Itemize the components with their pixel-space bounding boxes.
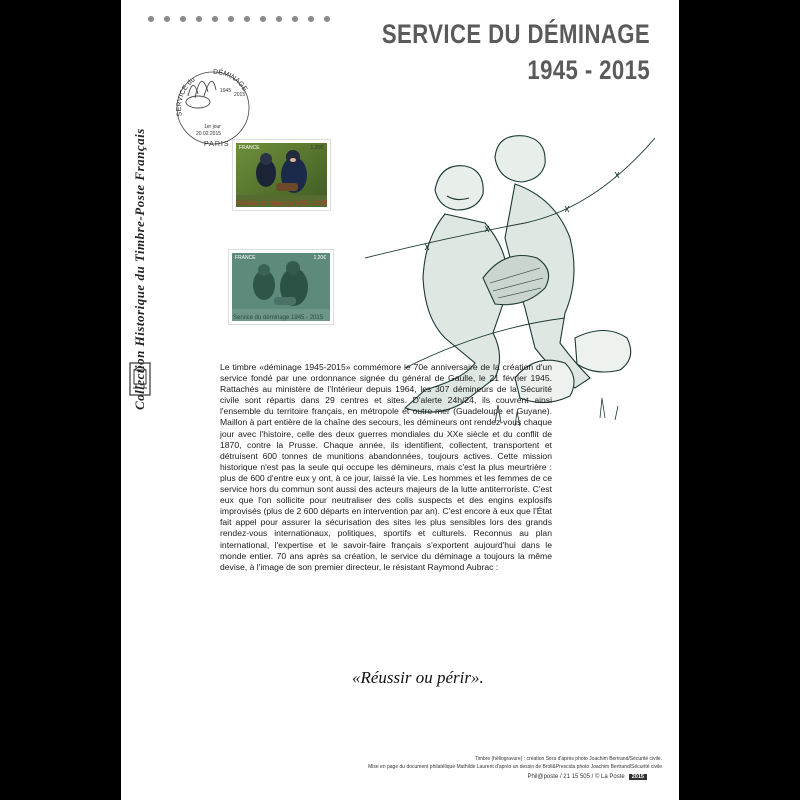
stamp-mono-country: FRANCE [235,255,256,261]
credits-line-1: Timbre (héliogravure) : création Sera d'après photo Joachim Bertrand/Sécurité civile. [474,756,662,762]
deminers-photo-icon [236,143,327,207]
first-day-postmark [168,56,258,150]
dot [148,16,154,22]
dot [260,16,266,22]
postmark-city: PARIS [204,141,230,148]
dot [212,16,218,22]
credits [368,755,662,771]
credits-line-2: Mise en page du document philatélique Mathilde Laurent d'après un dessin de Broll&Prescida photo Joachim Bertrand/Sécurité civile [368,764,662,770]
stamp-color-caption: Service du déminage 1945 - 2015 [237,201,328,207]
postmark-first-day: 1er jour [204,124,221,130]
dot [164,16,170,22]
decorative-dots [148,16,330,22]
stamp-color-picture [236,143,327,207]
postmark-year-right: 2015 [234,92,246,98]
title-line-2: 1945 - 2015 [527,55,650,85]
motto-quote: «Réussir ou périr». [352,668,484,687]
body-paragraph: Le timbre «déminage 1945-2015» commémore le 70e anniversaire de la création d'un service fondé par une ordonnance signée du général de Gaulle, le 21 février 1945. Rattachés au ministère de l'Intérieur depuis 1964, les 307 démineurs de la Sécurité civile sont répartis dans 29 centres et sites. D'alerte 24h/24, ils couvrent ainsi l'ensemble du territoire français, en métropole et outre-mer (Guadeloupe et Guyane). Maillon à part entière de la chaîne des secours, les démineurs ont rendez-vous chaque jour avec l'histoire, celle des deux guerres mondiales du XXe siècle et du conflit de 1870, contre la Prusse. Chaque année, ils identifient, collectent, transportent et détruisent 600 tonnes de munitions abandonnées, toujours actives. Cette mission historique n'est pas la seule qui occupe les démineurs, mais c'est la plus meurtrière : plus de 600 d'entre eux y ont, à ce jour, laissé la vie. Les hommes et les femmes de ce service hors du commun sont aussi des acteurs majeurs de la lutte antiterroriste. C'est eux que l'on sollicite pour neutraliser des colis suspects et des engins explosifs improvisés (plus de 2 600 départs en intervention par an). C'est encore à eux que l'État fait appel pour assurer la sécurisation des sites les plus sensibles lors des grands rendez-vous internationaux, politiques, sportifs et culturels. Reconnus au plan international, l'expertise et le savoir-faire français s'exportent aujourd'hui dans le monde entier. 70 ans après sa création, le service du déminage a toujours la même devise, à l'image de son premier directeur, le résistant Raymond Aubrac : [220,362,552,572]
dot [180,16,186,22]
stamp-color-price: 1,20€ [310,145,323,151]
page-title [382,16,650,88]
dot [244,16,250,22]
footer [528,774,648,780]
dot [308,16,314,22]
stamp-mono-picture [232,253,330,321]
stamp-color [233,140,330,210]
footer-year-badge: 2015 [629,774,647,780]
dot [196,16,202,22]
postmark-arc-left: SERVICE du [175,76,197,117]
postmark-arc-right: DÉMINAGE [212,68,249,93]
footer-imprint: Phil@poste / 21 15 505 / © La Poste [527,774,625,780]
dot [276,16,282,22]
stamp-mono-price: 1,20€ [313,255,326,261]
stamp-color-country: FRANCE [239,145,260,151]
body-text [220,362,552,573]
collection-spine [127,12,155,412]
stamp-mono [229,250,333,324]
dot [228,16,234,22]
collection-logo-icon [129,362,151,396]
stamp-mono-caption: Service du déminage 1945 - 2015 [233,315,324,321]
postmark-year-left: 1945 [220,88,232,94]
dot [292,16,298,22]
title-line-1: SERVICE DU DÉMINAGE [381,19,650,49]
deminers-mono-photo-icon [232,253,330,321]
dot [324,16,330,22]
collection-title: Collection Historique du Timbre-Poste Français [132,128,147,410]
postmark-date: 20.02.2015 [196,131,222,137]
